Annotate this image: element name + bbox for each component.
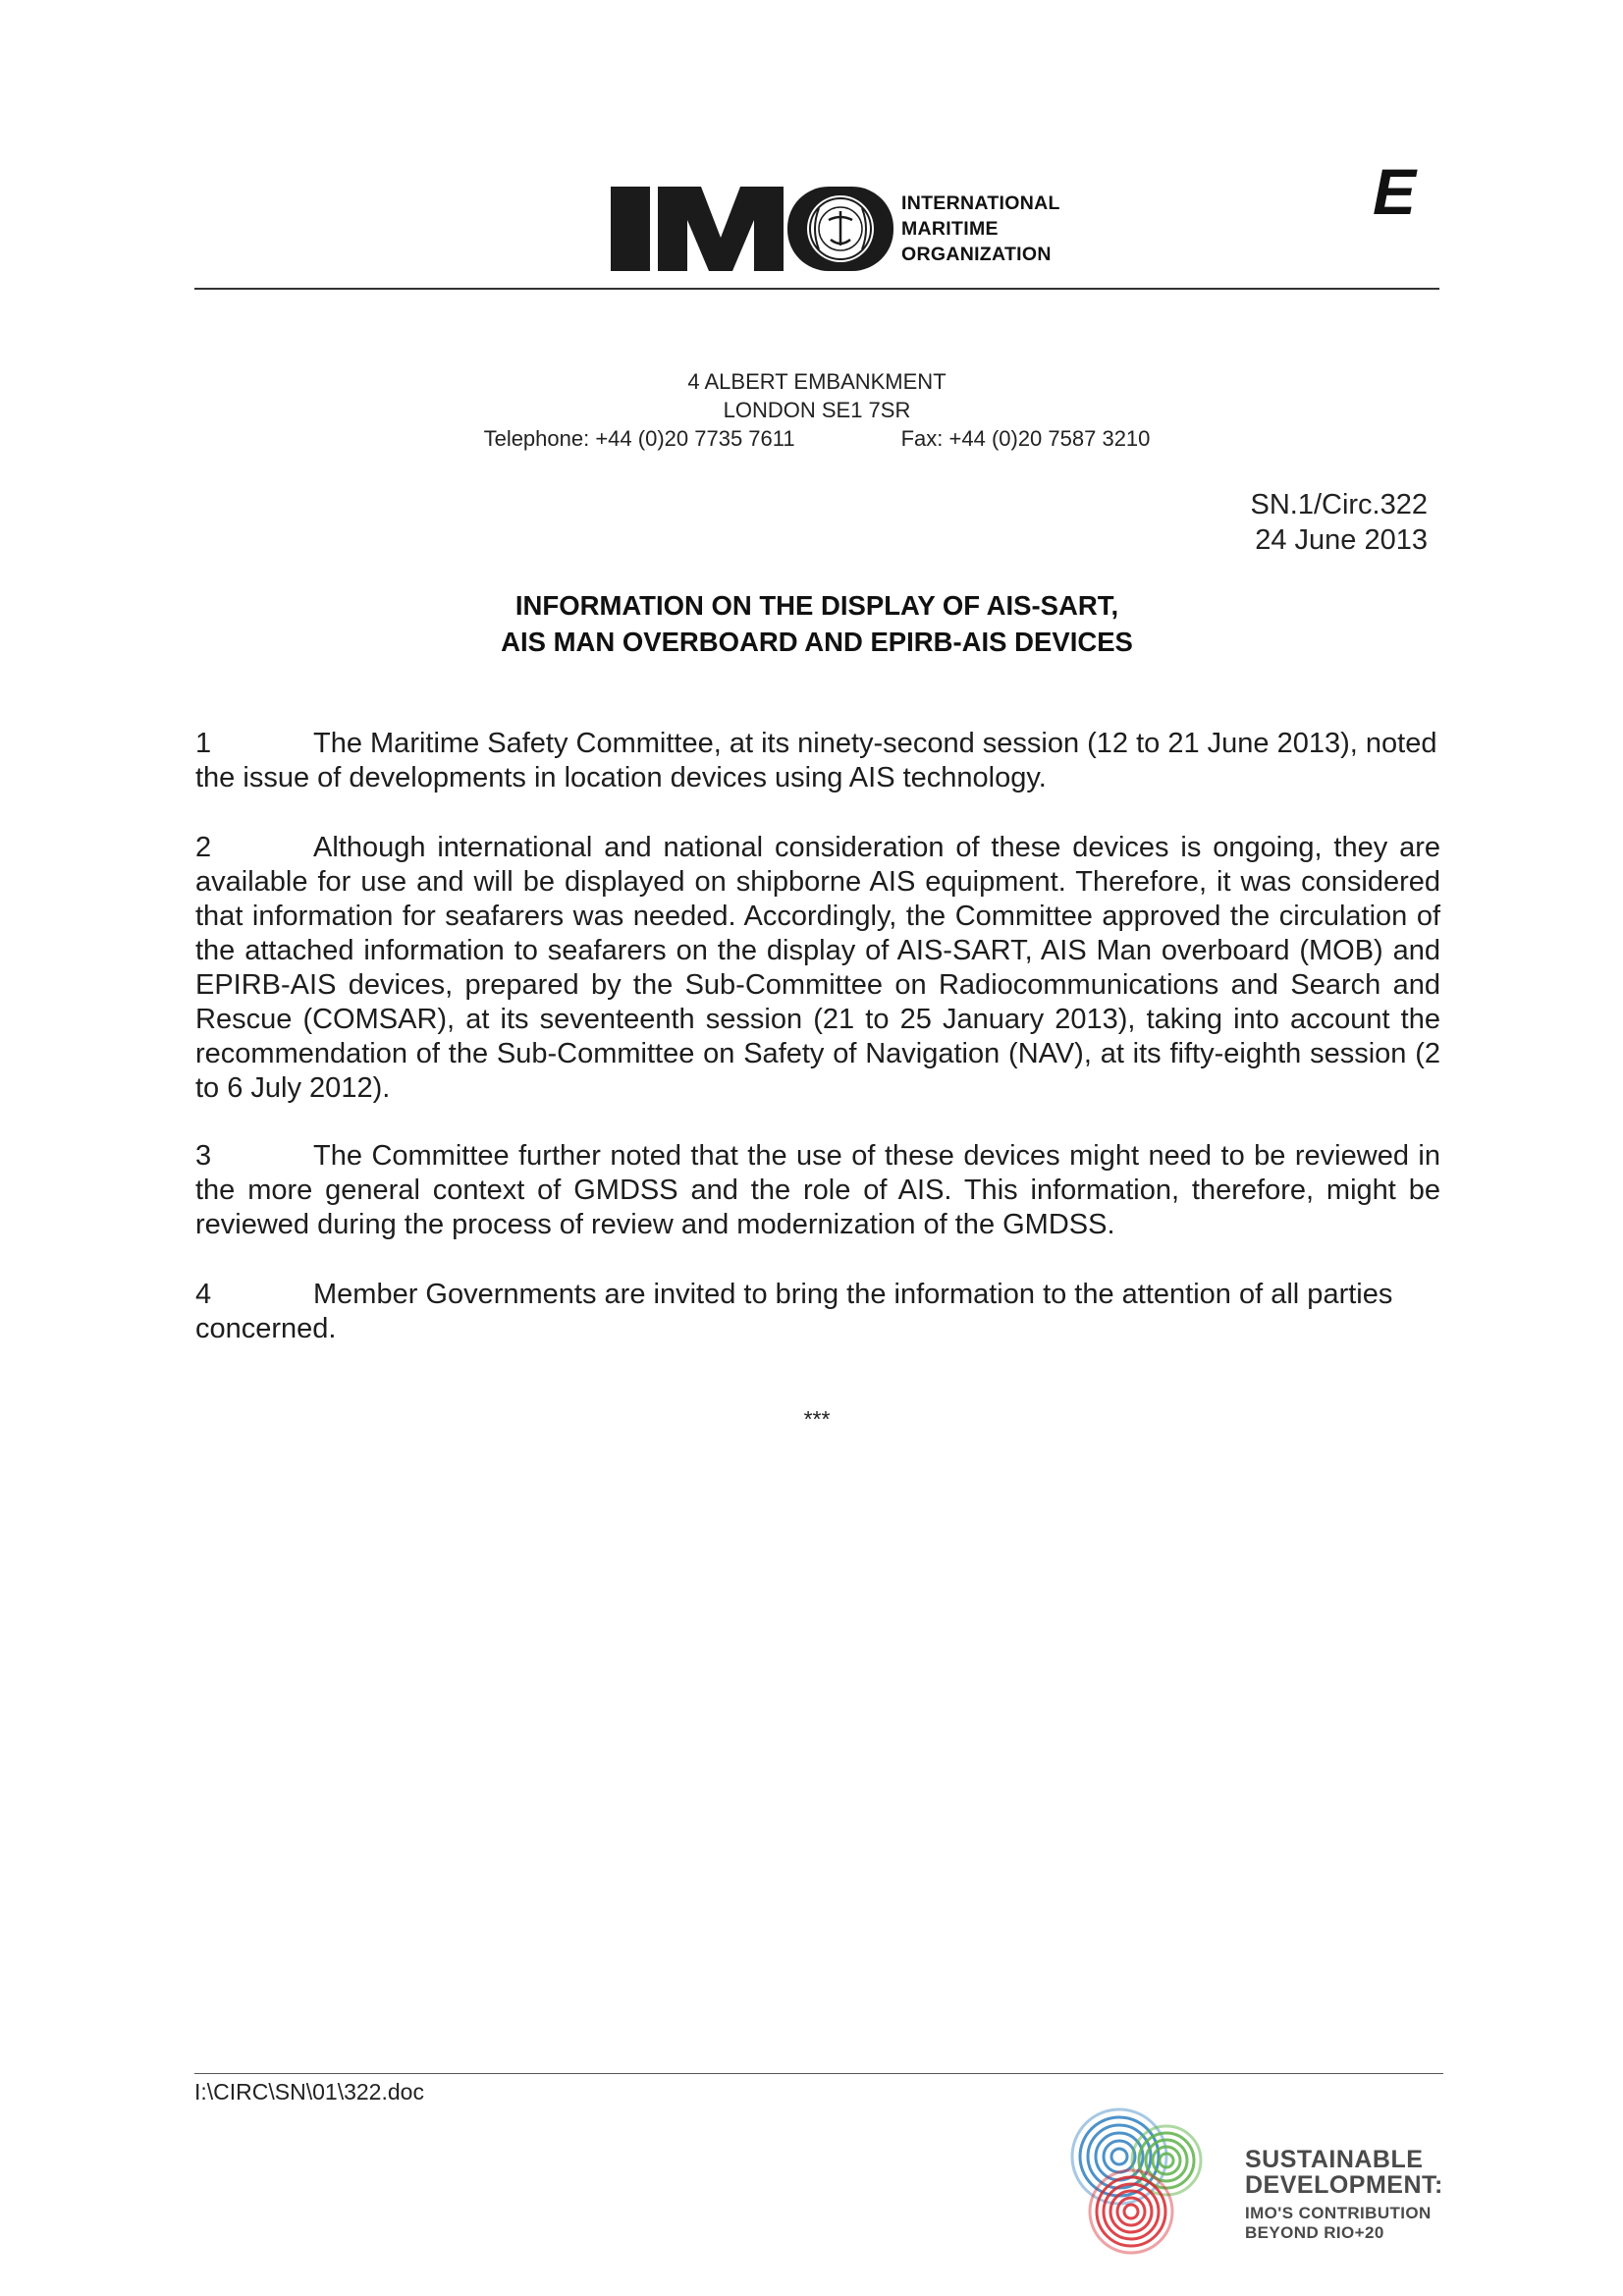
language-mark: E [1373, 155, 1417, 228]
contact-line [194, 424, 1439, 453]
imo-name-line: ORGANIZATION [901, 244, 1052, 265]
paragraph-text: Although international and national consideration of these devices is ongoing, they are available for use and will be displayed on shipborne AIS equipment. Therefore, it was considered that information for seafarers was needed. Accordingly, the Committee approved the circulation of the attached information to seafarers on the display of AIS-SART, AIS Man overboard (MOB) and EPIRB-AIS devices, prepared by the Sub-Committee on Radiocommunications and Search and Rescue (COMSAR), at its seventeenth session (21 to 25 January 2013), taking into account the recommendation of the Sub-Committee on Safety of Navigation (NAV), at its fifty-eighth session (2 to 6 July 2012). [195, 832, 1440, 1104]
sustainable-development-text [1245, 2147, 1443, 2243]
imo-name-line: INTERNATIONAL [901, 192, 1060, 214]
paragraph-2 [195, 831, 1440, 1106]
paragraph-number: 4 [195, 1279, 212, 1310]
address-block [194, 367, 1439, 453]
footer-divider [194, 2073, 1443, 2074]
header-divider [194, 288, 1439, 290]
paragraph-text: Member Governments are invited to bring the information to the attention of all parties concerned. [195, 1279, 1393, 1344]
title-line: INFORMATION ON THE DISPLAY OF AIS-SART, [514, 590, 1119, 621]
fax: Fax: +44 (0)20 7587 3210 [900, 426, 1151, 451]
paragraph-number: 3 [195, 1140, 212, 1172]
paragraph-text: The Committee further noted that the use of these devices might need to be reviewed in the more general context of GMDSS and the role of AIS. This information, therefore, might be reviewed during the process of review and modernization of the GMDSS. [195, 1140, 1440, 1240]
document-date: 24 June 2013 [1255, 524, 1428, 556]
section-separator: *** [803, 1406, 831, 1432]
paragraph-number: 1 [195, 728, 212, 759]
address-line: LONDON SE1 7SR [723, 398, 911, 422]
imo-name-line: MARITIME [901, 218, 999, 240]
document-symbol: SN.1/Circ.322 [1250, 489, 1428, 520]
paragraph-1 [195, 727, 1440, 795]
sd-heading-line: SUSTAINABLE [1245, 2146, 1424, 2173]
telephone: Telephone: +44 (0)20 7735 7611 [483, 426, 795, 451]
document-reference [1080, 487, 1428, 558]
file-path: I:\CIRC\SN\01\322.doc [194, 2079, 424, 2105]
sd-subline: IMO'S CONTRIBUTION [1245, 2204, 1432, 2222]
address-line: 4 ALBERT EMBANKMENT [687, 369, 947, 394]
paragraph-text: The Maritime Safety Committee, at its ninety-second session (12 to 21 June 2013), noted the issue of developments in location devices using AIS technology. [195, 728, 1437, 793]
title-line: AIS MAN OVERBOARD AND EPIRB-AIS DEVICES [501, 627, 1133, 657]
imo-letters-logo [611, 179, 895, 279]
imo-name [901, 191, 1060, 267]
sd-subline: BEYOND RIO+20 [1245, 2223, 1384, 2242]
sd-heading-line: DEVELOPMENT: [1245, 2171, 1443, 2199]
paragraph-3 [195, 1139, 1440, 1242]
paragraph-number: 2 [195, 832, 212, 863]
imo-logo [611, 179, 1072, 279]
paragraph-4 [195, 1278, 1440, 1346]
sustainable-development-logo [1051, 2096, 1247, 2292]
document-title [194, 587, 1439, 660]
